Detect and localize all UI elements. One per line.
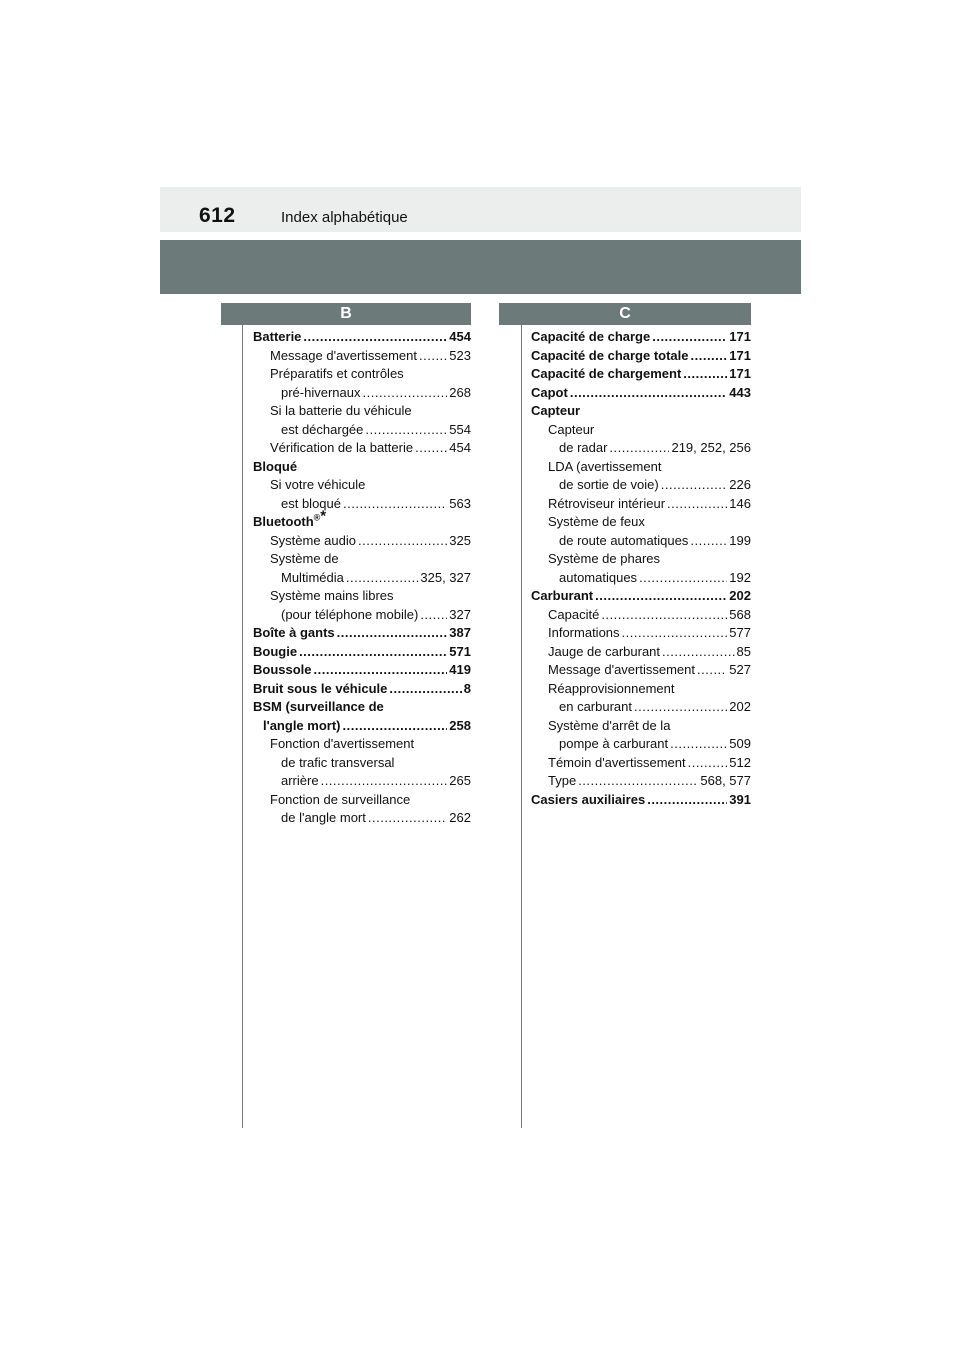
index-subentry: Réapprovisionnement bbox=[548, 680, 675, 696]
index-subentry[interactable]: Multimédia ..... 325, 327 bbox=[253, 569, 471, 588]
index-entry: Capteur bbox=[531, 403, 581, 418]
index-subentry[interactable]: Informations ..... 577 bbox=[531, 624, 751, 643]
section-letter-c: C bbox=[499, 303, 751, 325]
index-subentry[interactable]: Message d'avertissement ..... 527 bbox=[531, 661, 751, 680]
index-subentry[interactable]: Système audio ..... 325 bbox=[253, 532, 471, 551]
column-divider-c bbox=[521, 325, 522, 1128]
index-subentry[interactable]: de sortie de voie) ..... 226 bbox=[531, 476, 751, 495]
column-divider-b bbox=[242, 325, 243, 1128]
index-subentry[interactable]: Jauge de carburant ..... 85 bbox=[531, 643, 751, 662]
index-column-b bbox=[253, 328, 471, 828]
header-band bbox=[160, 187, 801, 232]
index-subentry[interactable]: en carburant ..... 202 bbox=[531, 698, 751, 717]
index-entry[interactable]: l'angle mort) ..... 258 bbox=[253, 717, 471, 736]
index-entry: Bloqué bbox=[253, 458, 298, 474]
index-subentry[interactable]: automatiques ..... 192 bbox=[531, 569, 751, 588]
index-subentry[interactable]: est déchargée ..... 554 bbox=[253, 421, 471, 440]
index-entry[interactable]: Casiers auxiliaires ..... 391 bbox=[531, 791, 751, 810]
index-subentry[interactable]: Message d'avertissement ..... 523 bbox=[253, 347, 471, 366]
index-subentry[interactable]: est bloqué ..... 563 bbox=[253, 495, 471, 514]
index-subentry: Capteur bbox=[548, 421, 595, 437]
index-column-c bbox=[531, 328, 751, 809]
index-entry[interactable]: Carburant ..... 202 bbox=[531, 587, 751, 606]
index-subentry[interactable]: (pour téléphone mobile) ..... 327 bbox=[253, 606, 471, 625]
index-subentry: Système de phares bbox=[548, 551, 661, 566]
index-subentry[interactable]: pompe à carburant ..... 509 bbox=[531, 735, 751, 754]
index-subentry[interactable]: de l'angle mort ..... 262 bbox=[253, 809, 471, 828]
index-subentry[interactable]: Témoin d'avertissement ..... 512 bbox=[531, 754, 751, 773]
index-subentry: Système d'arrêt de la bbox=[548, 717, 671, 733]
index-subentry: LDA (avertissement bbox=[548, 458, 662, 474]
index-subentry[interactable]: arrière ..... 265 bbox=[253, 772, 471, 791]
index-subentry: Système mains libres bbox=[270, 588, 394, 603]
index-subentry: Si votre véhicule bbox=[270, 477, 366, 492]
section-band bbox=[160, 240, 801, 294]
section-letter-b: B bbox=[221, 303, 471, 325]
index-subentry: de trafic transversal bbox=[281, 754, 395, 770]
index-entry[interactable]: Bougie ..... 571 bbox=[253, 643, 471, 662]
index-subentry: Fonction de surveillance bbox=[270, 791, 411, 807]
index-entry[interactable]: Capacité de charge totale ..... 171 bbox=[531, 347, 751, 366]
index-subentry[interactable]: de radar ..... 219, 252, 256 bbox=[531, 439, 751, 458]
index-subentry: Système de feux bbox=[548, 514, 645, 529]
page-number: 612 bbox=[199, 204, 236, 227]
index-entry[interactable]: Boussole ..... 419 bbox=[253, 661, 471, 680]
index-subentry[interactable]: Capacité ..... 568 bbox=[531, 606, 751, 625]
index-subentry: Système de bbox=[270, 551, 339, 566]
index-entry[interactable]: Boîte à gants ..... 387 bbox=[253, 624, 471, 643]
index-entry[interactable]: Capacité de charge ..... 171 bbox=[531, 328, 751, 347]
index-subentry[interactable]: Vérification de la batterie ..... 454 bbox=[253, 439, 471, 458]
index-entry[interactable]: Batterie ..... 454 bbox=[253, 328, 471, 347]
index-subentry[interactable]: pré-hivernaux ..... 268 bbox=[253, 384, 471, 403]
index-entry[interactable]: Capot ..... 443 bbox=[531, 384, 751, 403]
page-title: Index alphabétique bbox=[281, 209, 408, 226]
index-entry[interactable]: Bruit sous le véhicule ..... 8 bbox=[253, 680, 471, 699]
index-subentry: Si la batterie du véhicule bbox=[270, 403, 412, 418]
index-subentry: Préparatifs et contrôles bbox=[270, 366, 404, 381]
index-entry[interactable]: Capacité de chargement ..... 171 bbox=[531, 365, 751, 384]
index-subentry[interactable]: Type ..... 568, 577 bbox=[531, 772, 751, 791]
index-entry: Bluetooth®* bbox=[253, 507, 327, 529]
index-subentry: Fonction d'avertissement bbox=[270, 736, 415, 751]
index-entry: BSM (surveillance de bbox=[253, 699, 384, 714]
index-subentry[interactable]: Rétroviseur intérieur ..... 146 bbox=[531, 495, 751, 514]
index-subentry[interactable]: de route automatiques ..... 199 bbox=[531, 532, 751, 551]
